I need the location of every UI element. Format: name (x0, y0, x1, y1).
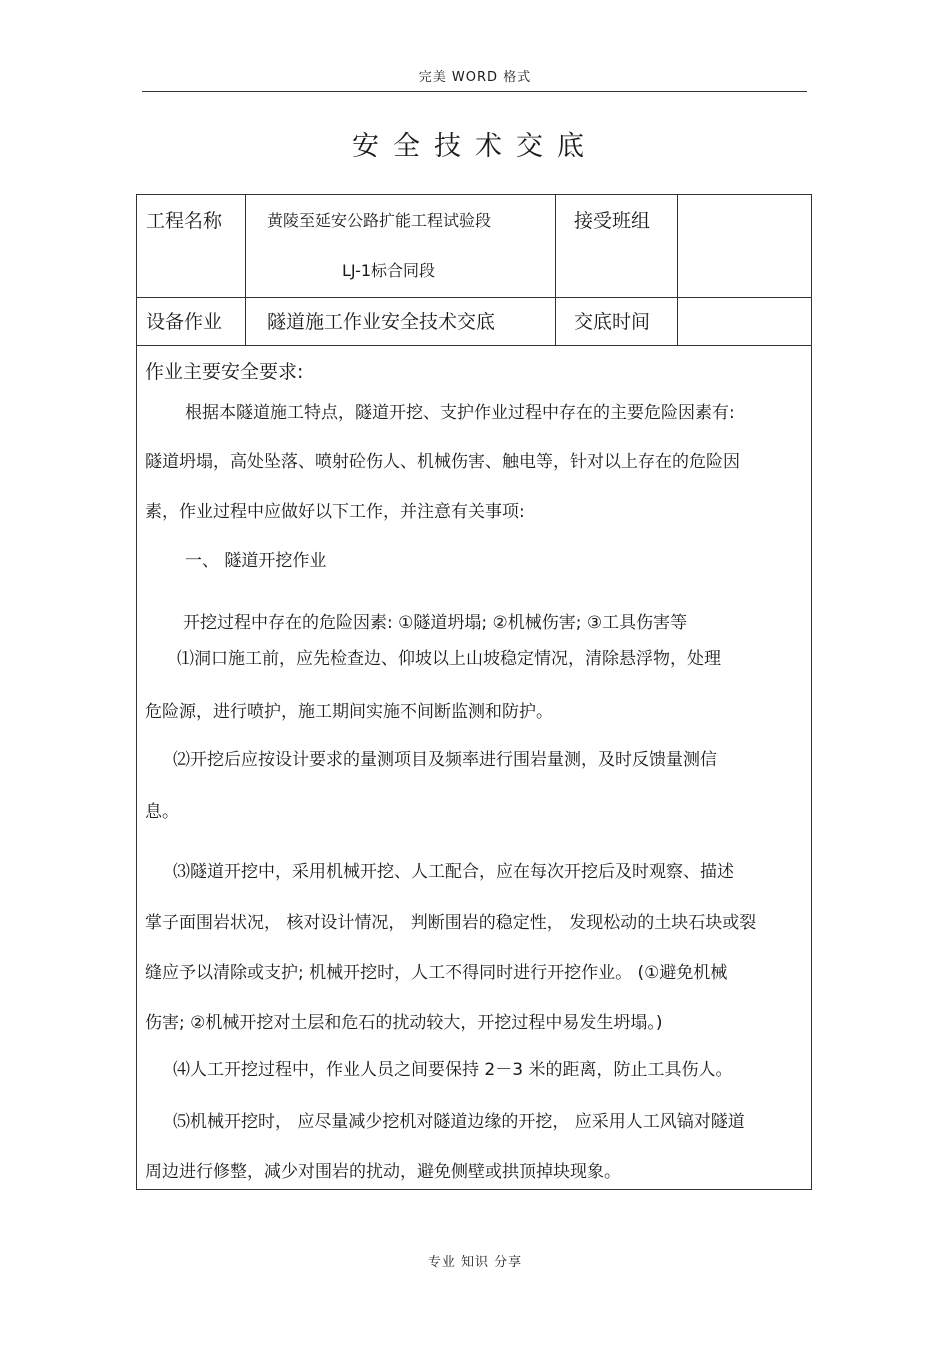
item-2-line-1: ⑵开挖后应按设计要求的量测项目及频率进行围岩量测，及时反馈量测信 (173, 750, 717, 770)
item-3-line-2: 掌子面围岩状况， 核对设计情况， 判断围岩的稳定性， 发现松动的土块石块或裂 (145, 913, 757, 933)
item-1-line-2: 危险源，进行喷护，施工期间实施不间断监测和防护。 (145, 702, 553, 722)
col-divider-2 (555, 195, 556, 345)
page-footer: 专业 知识 分享 (427, 1255, 523, 1270)
row-divider-2 (137, 345, 811, 346)
receiving-team-label: 接受班组 (574, 210, 651, 232)
work-type-label: 设备作业 (146, 311, 223, 333)
page-header: 完美 WORD 格式 (418, 70, 532, 85)
item-5-line-2: 周边进行修整，减少对围岩的扰动，避免侧壁或拱顶掉块现象。 (145, 1162, 621, 1182)
item-3-line-1: ⑶隧道开挖中，采用机械开挖、人工配合，应在每次开挖后及时观察、描述 (173, 862, 734, 882)
body-line-1: 根据本隧道施工特点，隧道开挖、支护作业过程中存在的主要危险因素有: (185, 403, 735, 423)
handover-time-label: 交底时间 (574, 311, 651, 333)
item-5-line-1: ⑸机械开挖时， 应尽量减少挖机对隧道边缘的开挖， 应采用人工风镐对隧道 (173, 1112, 745, 1132)
item-3-line-3: 缝应予以清除或支护; 机械开挖时，人工不得同时进行开挖作业。 (①避免机械 (145, 963, 728, 983)
work-type-value: 隧道施工作业安全技术交底 (267, 311, 496, 333)
project-name-label: 工程名称 (146, 210, 223, 232)
row-divider-1 (137, 297, 811, 298)
document-title: 安全技术交底 (352, 131, 598, 162)
section-heading-1: 一、 隧道开挖作业 (185, 551, 327, 571)
handover-table (136, 194, 812, 1190)
project-name-line1: 黄陵至延安公路扩能工程试验段 (267, 211, 492, 230)
body-line-3: 素，作业过程中应做好以下工作，并注意有关事项: (145, 502, 525, 522)
item-3-line-4: 伤害; ②机械开挖对土层和危石的扰动较大，开挖过程中易发生坍塌。) (145, 1013, 663, 1033)
header-rule (142, 91, 807, 92)
item-1-line-1: ⑴洞口施工前，应先检查边、仰坡以上山坡稳定情况，清除悬浮物，处理 (177, 649, 721, 669)
body-line-2: 隧道坍塌，高处坠落、喷射砼伤人、机械伤害、触电等，针对以上存在的危险因 (145, 452, 740, 472)
requirements-heading: 作业主要安全要求: (145, 361, 304, 383)
hazard-factors-line: 开挖过程中存在的危险因素: ①隧道坍塌; ②机械伤害; ③工具伤害等 (183, 613, 688, 633)
col-divider-3 (677, 195, 678, 345)
item-4-line-1: ⑷人工开挖过程中，作业人员之间要保持 2－3 米的距离，防止工具伤人。 (173, 1060, 733, 1080)
item-2-line-2: 息。 (145, 802, 179, 822)
col-divider-1 (245, 195, 246, 345)
project-name-line2: LJ-1标合同段 (342, 261, 436, 280)
